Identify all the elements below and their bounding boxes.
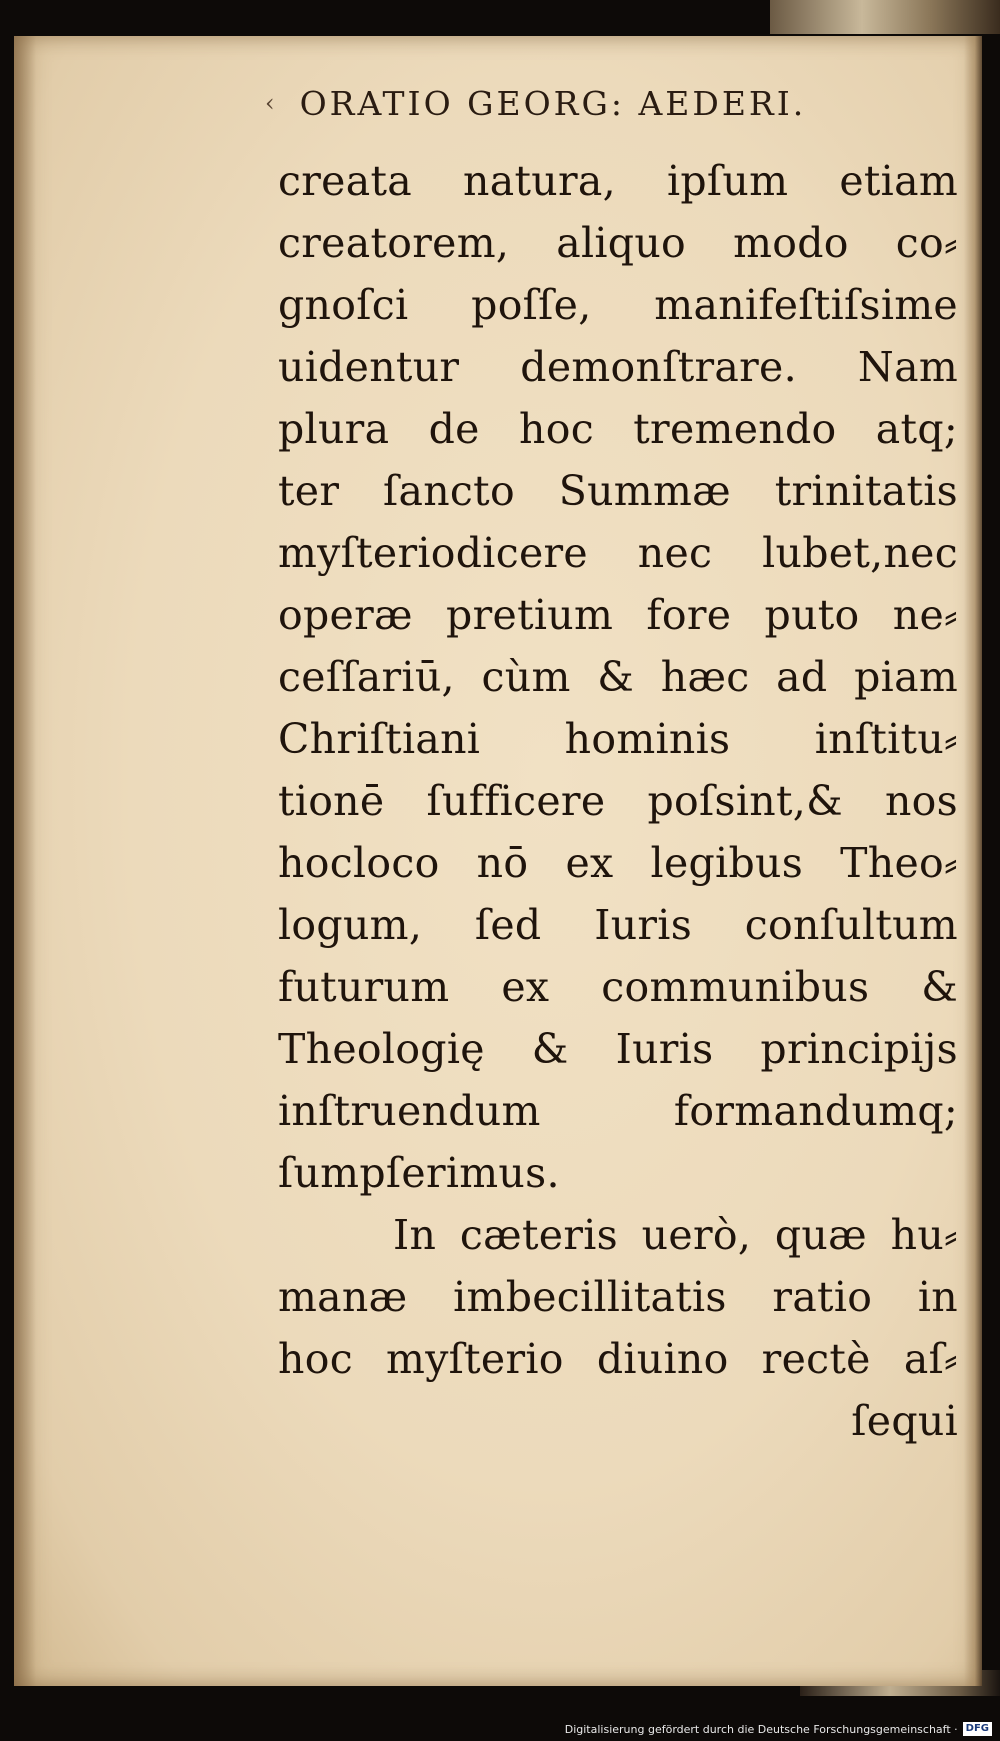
- text-line: gnoſci poſſe, manifeſtiſsime: [278, 281, 958, 329]
- text-line: ter ſancto Summæ trinitatis: [278, 467, 958, 515]
- running-header: [265, 84, 915, 134]
- text-line: In cæteris uerò, quæ hu⸗: [393, 1211, 958, 1259]
- catchword: ſequi: [851, 1397, 958, 1445]
- text-line: inſtruendum formandumq;: [278, 1087, 958, 1135]
- text-line: manæ imbecillitatis ratio in: [278, 1273, 958, 1321]
- text-line: myſteriodicere nec lubet,nec: [278, 529, 958, 577]
- digitization-credit: [565, 1719, 992, 1739]
- text-line: logum, ſed Iuris conſultum: [278, 901, 958, 949]
- text-line: ſumpſerimus.: [278, 1149, 560, 1197]
- book-edge-top: [770, 0, 1000, 34]
- text-line: hoc myſterio diuino rectè aſ⸗: [278, 1335, 958, 1383]
- text-line: creata natura, ipſum etiam: [278, 157, 958, 205]
- text-line: hocloco nō ex legibus Theo⸗: [278, 839, 958, 887]
- text-line: Chriſtiani hominis inſtitu⸗: [278, 715, 958, 763]
- text-line: plura de hoc tremendo atq;: [278, 405, 958, 453]
- printer-mark-icon: ‹: [265, 89, 278, 117]
- credit-text: Digitalisierung gefördert durch die Deutsche Forschungsgemeinschaft ·: [564, 1722, 958, 1736]
- running-header-text: ORATIO GEORG: AEDERI.: [299, 84, 807, 123]
- text-line: uidentur demonſtrare. Nam: [278, 343, 958, 391]
- body-text: [278, 150, 958, 1452]
- text-line: operæ pretium fore puto ne⸗: [278, 591, 958, 639]
- text-line: ceſſariū, cùm & hæc ad piam: [278, 653, 958, 701]
- text-line: Theologię & Iuris principijs: [278, 1025, 958, 1073]
- text-line: tionē ſufficere poſsint,& nos: [278, 777, 958, 825]
- text-line: creatorem, aliquo modo co⸗: [278, 219, 958, 267]
- page-edge-shadow: [964, 36, 982, 1686]
- text-line: futurum ex communibus &: [278, 963, 958, 1011]
- page-gutter-shadow: [14, 36, 36, 1686]
- dfg-logo-icon: DFG: [963, 1722, 992, 1736]
